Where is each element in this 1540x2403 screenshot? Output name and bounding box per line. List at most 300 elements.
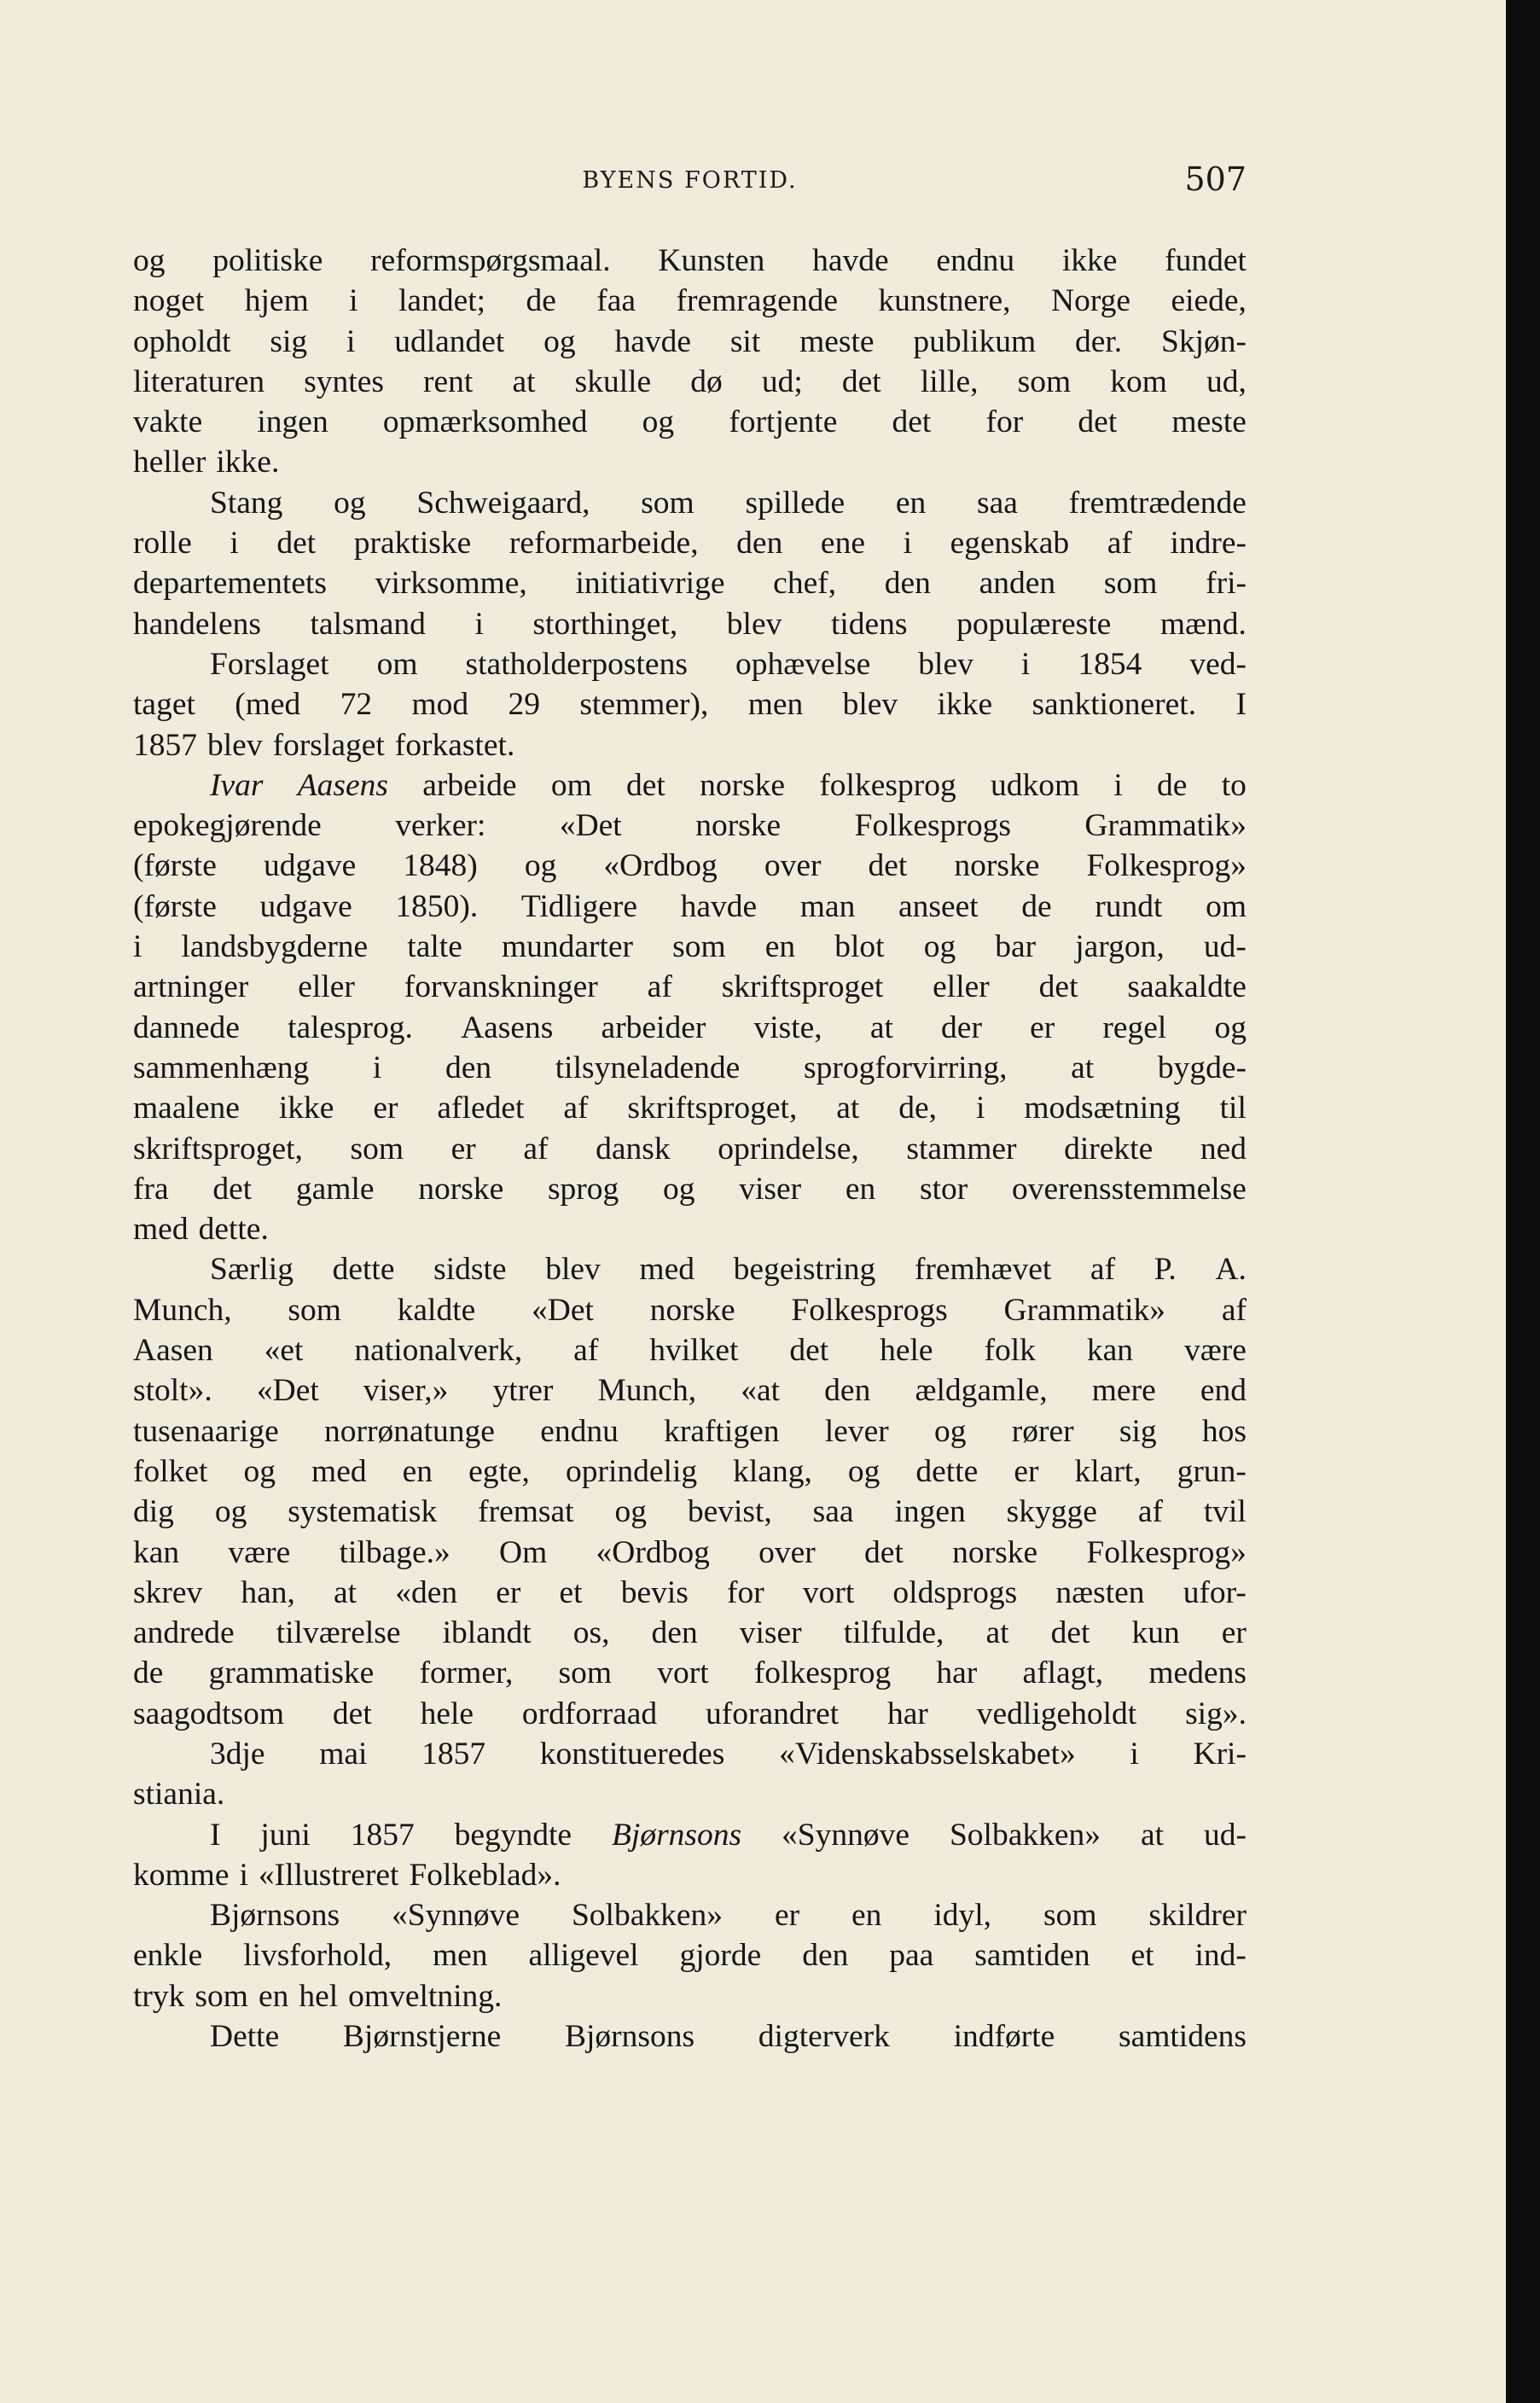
text-line	[133, 1209, 1247, 1249]
word: norske	[418, 1171, 504, 1207]
word: er	[774, 1898, 800, 1934]
word: ned	[1200, 1131, 1247, 1167]
word: arbeider	[601, 1009, 706, 1045]
word: I	[1235, 687, 1247, 723]
word: saa	[812, 1494, 854, 1530]
word: Solbakken»	[571, 1898, 724, 1934]
word: Bjørnsons	[612, 1817, 742, 1853]
word: meste	[799, 323, 875, 359]
text-line	[133, 765, 1247, 806]
word: hele	[880, 1333, 933, 1369]
word: en	[895, 485, 927, 521]
word: tryk	[133, 1978, 185, 2014]
text-line	[133, 1533, 1247, 1573]
word: det	[626, 767, 665, 803]
word: grun-	[1177, 1453, 1247, 1489]
word: 1848)	[403, 848, 478, 884]
text-line	[133, 1330, 1247, 1370]
word: og	[847, 1453, 880, 1489]
word: i	[349, 283, 358, 319]
word: vort	[802, 1574, 855, 1610]
word: som	[558, 1655, 613, 1691]
word: fremhævet	[914, 1252, 1052, 1288]
word: folket	[133, 1453, 208, 1489]
word: fremtrædende	[1068, 485, 1247, 521]
word: tvil	[1203, 1494, 1247, 1530]
word: over	[758, 1534, 816, 1570]
word: den	[445, 1050, 492, 1085]
word: Dette	[210, 2019, 280, 2055]
word: medens	[1148, 1655, 1247, 1691]
word: Folkesprogs	[854, 808, 1011, 844]
word: viser	[739, 1171, 802, 1207]
text-line	[133, 1734, 1247, 1774]
word: livsforhold,	[243, 1938, 392, 1974]
word: saagodtsom	[133, 1696, 285, 1731]
word: kaldte	[397, 1292, 476, 1328]
word: men	[747, 687, 804, 723]
word: Stang	[210, 485, 283, 521]
word: Grammatik»	[1003, 1292, 1166, 1328]
word: i	[1130, 1736, 1139, 1772]
word: som	[672, 929, 726, 965]
word: de	[1021, 888, 1052, 924]
word: folkesprog	[753, 1655, 892, 1691]
word: med	[133, 1212, 189, 1248]
word: 1857	[421, 1736, 486, 1772]
word: og	[133, 243, 166, 278]
text-line	[133, 281, 1247, 321]
word: i	[474, 606, 484, 642]
word: til	[1219, 1091, 1247, 1126]
word: af	[1221, 1292, 1247, 1328]
text-line	[133, 1935, 1247, 1975]
word: er	[450, 1131, 476, 1167]
word: Bjørnsons	[564, 2019, 695, 2055]
word: udkom	[990, 767, 1080, 803]
word: andrede	[133, 1615, 235, 1651]
word: lever	[824, 1413, 889, 1449]
word: Norge	[1050, 283, 1131, 319]
word: 29	[508, 687, 540, 723]
word: skrev	[133, 1574, 203, 1610]
word: enkle	[133, 1938, 203, 1974]
word: og	[524, 848, 557, 884]
word: ingen	[257, 404, 328, 440]
word: folkesprog	[819, 767, 956, 803]
word: fri-	[1206, 566, 1247, 602]
word: syntes	[304, 364, 384, 399]
word: og	[1214, 1009, 1247, 1045]
word: skildrer	[1148, 1898, 1247, 1934]
word: blev	[726, 606, 782, 642]
word: der	[941, 1009, 982, 1045]
word: aflagt,	[1022, 1655, 1104, 1691]
word: blev	[842, 687, 898, 723]
text-line	[133, 563, 1247, 603]
word: literaturen	[133, 364, 265, 399]
word: stolt».	[133, 1373, 212, 1409]
word: talte	[407, 929, 462, 965]
word: det	[1038, 969, 1078, 1005]
word: Solbakken»	[949, 1817, 1101, 1853]
word: i	[903, 526, 912, 561]
word: kan	[133, 1534, 180, 1570]
word: Kri-	[1193, 1736, 1247, 1772]
word: Aasens	[297, 767, 388, 803]
word: dannede	[133, 1009, 240, 1045]
word: forvanskninger	[404, 969, 598, 1005]
word: stiania.	[133, 1777, 225, 1812]
word: afledet	[437, 1091, 525, 1126]
word: I	[210, 1817, 221, 1853]
word: er	[1014, 1453, 1039, 1489]
text-line	[133, 1855, 1247, 1895]
word: hjem	[244, 283, 309, 319]
word: mod	[411, 687, 469, 723]
word: er	[373, 1091, 398, 1126]
word: oprindelig	[565, 1453, 698, 1489]
word: Aasen	[133, 1333, 213, 1369]
word: indre-	[1170, 526, 1247, 561]
word: landsbygderne	[181, 929, 369, 965]
word: de	[133, 1655, 164, 1691]
text-line	[133, 1976, 1247, 2016]
word: viste,	[753, 1009, 822, 1045]
word: den	[824, 1373, 871, 1409]
word: norrønatunge	[324, 1413, 495, 1449]
word: det	[868, 848, 908, 884]
word: omveltning.	[348, 1978, 503, 2014]
word: være	[228, 1534, 291, 1570]
word: har	[936, 1655, 978, 1691]
word: Munch,	[133, 1292, 232, 1328]
word: kraftigen	[664, 1413, 780, 1449]
word: hvilket	[649, 1333, 739, 1369]
word: hel	[299, 1978, 339, 2014]
text-line	[133, 846, 1247, 886]
word: Folkeblad».	[409, 1857, 561, 1893]
word: mundarter	[501, 929, 634, 965]
word: A.	[1215, 1252, 1247, 1288]
word: som	[350, 1131, 404, 1167]
word: Folkesprog»	[1086, 848, 1247, 884]
text-line	[133, 1694, 1247, 1734]
word: uforandret	[706, 1696, 840, 1731]
text-line	[133, 1411, 1247, 1452]
word: med	[311, 1453, 367, 1489]
word: sanktioneret.	[1032, 687, 1197, 723]
word: samtiden	[974, 1938, 1090, 1974]
text-line	[133, 2016, 1247, 2057]
word: regel	[1102, 1009, 1167, 1045]
word: eller	[933, 969, 990, 1005]
word: oprindelse,	[718, 1131, 859, 1167]
word: alligevel	[528, 1938, 639, 1974]
word: vedligeholdt	[976, 1696, 1137, 1731]
text-line	[133, 483, 1247, 523]
word: det	[892, 404, 932, 440]
word: det	[864, 1534, 904, 1570]
word: de	[526, 283, 556, 319]
word: det	[841, 364, 881, 399]
word: Bjørnsons	[210, 1898, 340, 1934]
word: Kunsten	[658, 243, 765, 278]
text-line	[133, 1088, 1247, 1128]
word: endnu	[936, 243, 1015, 278]
word: et	[559, 1574, 583, 1610]
word: er	[496, 1574, 521, 1610]
text-line	[133, 322, 1247, 362]
word: og	[642, 404, 675, 440]
word: det	[789, 1333, 829, 1369]
word: og	[663, 1171, 695, 1207]
word: virksomme,	[375, 566, 527, 602]
word: (første	[133, 848, 217, 884]
word: «Synnøve	[392, 1898, 520, 1934]
word: af	[563, 1091, 589, 1126]
word: modsætning	[1024, 1091, 1181, 1126]
word: den	[802, 1938, 849, 1974]
word: over	[764, 848, 822, 884]
word: udgave	[263, 848, 357, 884]
word: den	[884, 566, 931, 602]
text-line	[133, 523, 1247, 563]
word: Skjøn-	[1160, 323, 1247, 359]
word: 1854	[1078, 646, 1142, 682]
word: klang,	[733, 1453, 812, 1489]
text-line	[133, 887, 1247, 927]
word: (første	[133, 888, 217, 924]
word: ordforraad	[521, 1696, 658, 1731]
word: noget	[133, 283, 205, 319]
word: eller	[298, 969, 355, 1005]
word: sig».	[1185, 1696, 1247, 1731]
word: «Videnskabsselskabet»	[779, 1736, 1076, 1772]
word: os,	[572, 1615, 610, 1651]
word: ud-	[1203, 929, 1247, 965]
word: af	[1137, 1494, 1163, 1530]
word: Grammatik»	[1084, 808, 1247, 844]
word: er	[1030, 1009, 1055, 1045]
word: at	[1140, 1817, 1165, 1853]
word: fundet	[1165, 243, 1247, 278]
word: publikum	[913, 323, 1037, 359]
word: norske	[700, 767, 786, 803]
word: bevist,	[687, 1494, 772, 1530]
word: blev	[207, 727, 263, 763]
word: «Det	[532, 1292, 594, 1328]
text-line	[133, 1370, 1247, 1411]
word: endnu	[540, 1413, 619, 1449]
word: i	[239, 1857, 248, 1893]
word: 1850).	[395, 888, 479, 924]
word: tilsyneladende	[555, 1050, 741, 1085]
word: tusenaarige	[133, 1413, 279, 1449]
word: mere	[1091, 1373, 1156, 1409]
word: for	[985, 404, 1024, 440]
word: politiske	[212, 243, 323, 278]
word: men	[432, 1938, 488, 1974]
word: for	[727, 1574, 764, 1610]
word: de	[1157, 767, 1188, 803]
word: Om	[499, 1534, 548, 1570]
word: 3dje	[210, 1736, 265, 1772]
word: det	[1078, 404, 1118, 440]
word: hele	[420, 1696, 474, 1731]
word: bar	[995, 929, 1037, 965]
word: komme	[133, 1857, 230, 1893]
word: gjorde	[679, 1938, 762, 1974]
word: i	[133, 929, 142, 965]
word: handelens	[133, 606, 261, 642]
word: næsten	[1055, 1574, 1145, 1610]
word: reformspørgsmaal.	[370, 243, 611, 278]
word: dansk	[596, 1131, 671, 1167]
word: tilværelse	[276, 1615, 401, 1651]
word: nationalverk,	[354, 1333, 523, 1369]
page-header	[133, 159, 1247, 203]
word: (med	[235, 687, 301, 723]
word: begeistring	[733, 1252, 876, 1288]
word: og	[214, 1494, 247, 1530]
word: af	[1090, 1252, 1116, 1288]
word: ikke	[937, 687, 993, 723]
text-line	[133, 684, 1247, 724]
word: skriftsproget,	[133, 1131, 303, 1167]
word: en	[764, 929, 796, 965]
word: «Illustreret	[258, 1857, 399, 1893]
word: at	[512, 364, 536, 399]
word: tilfulde,	[843, 1615, 944, 1651]
word: i	[372, 1050, 382, 1085]
word: to	[1221, 767, 1247, 803]
word: er	[1221, 1615, 1247, 1651]
word: jargon,	[1075, 929, 1165, 965]
word: Schweigaard,	[416, 485, 590, 521]
text-line	[133, 967, 1247, 1007]
word: systematisk	[288, 1494, 438, 1530]
text-line	[133, 1048, 1247, 1088]
word: Folkesprog»	[1086, 1534, 1247, 1570]
word: spillede	[745, 485, 846, 521]
word: saakaldte	[1127, 969, 1247, 1005]
word: en	[402, 1453, 433, 1489]
word: af	[573, 1333, 599, 1369]
text-line	[133, 1895, 1247, 1935]
word: populæreste	[956, 606, 1112, 642]
text-line	[133, 1452, 1247, 1492]
word: indførte	[953, 2019, 1055, 2055]
word: norske	[952, 1534, 1038, 1570]
word: det	[276, 526, 317, 561]
word: om	[1206, 888, 1247, 924]
word: viser,»	[363, 1373, 449, 1409]
word: verker:	[395, 808, 486, 844]
word: om	[550, 767, 592, 803]
word: hos	[1201, 1413, 1247, 1449]
word: den	[651, 1615, 698, 1651]
word: viser	[739, 1615, 802, 1651]
word: kan	[1086, 1333, 1134, 1369]
word: storthinget,	[532, 606, 678, 642]
word: ikke.	[216, 445, 280, 480]
word: blev	[545, 1252, 601, 1288]
word: Tidligere	[520, 888, 637, 924]
running-title: BYENS FORTID.	[582, 167, 798, 194]
word: mænd.	[1159, 606, 1247, 642]
word: mai	[319, 1736, 368, 1772]
word: den	[736, 526, 783, 561]
word: som	[1043, 1898, 1097, 1934]
word: norske	[954, 848, 1040, 884]
word: egenskab	[950, 526, 1070, 561]
word: at	[334, 1574, 357, 1610]
word: folk	[984, 1333, 1036, 1369]
word: initiativrige	[575, 566, 725, 602]
word: i	[975, 1091, 985, 1126]
word: dette.	[198, 1212, 269, 1248]
word: Forslaget	[210, 646, 329, 682]
word: opmærksomhed	[382, 404, 588, 440]
word: «den	[395, 1574, 458, 1610]
text-line	[133, 442, 1247, 482]
word: forslaget	[272, 727, 385, 763]
text-line	[133, 644, 1247, 684]
word: bygde-	[1157, 1050, 1247, 1085]
word: skygge	[1006, 1494, 1097, 1530]
word: rent	[423, 364, 474, 399]
word: rører	[1011, 1413, 1074, 1449]
word: havde	[614, 323, 692, 359]
word: et	[1130, 1938, 1154, 1974]
word: «Ordbog	[596, 1534, 710, 1570]
word: stammer	[906, 1131, 1017, 1167]
word: tidens	[830, 606, 908, 642]
word: skulle	[574, 364, 652, 399]
word: Bjørnstjerne	[342, 2019, 502, 2055]
word: tilbage.»	[339, 1534, 450, 1570]
word: bevis	[620, 1574, 689, 1610]
word: talsmand	[310, 606, 426, 642]
word: «Ordbog	[603, 848, 718, 884]
word: norske	[649, 1292, 735, 1328]
word: gamle	[295, 1171, 375, 1207]
word: Særlig	[210, 1252, 293, 1288]
word: praktiske	[353, 526, 472, 561]
word: stor	[919, 1171, 968, 1207]
word: egte,	[468, 1453, 530, 1489]
word: ud-	[1203, 1817, 1247, 1853]
word: ikke	[1061, 243, 1118, 278]
word: blot	[834, 929, 885, 965]
word: saa	[977, 485, 1018, 521]
word: sammenhæng	[133, 1050, 310, 1085]
word: dette	[915, 1453, 979, 1489]
word: Aasens	[461, 1009, 554, 1045]
word: kom	[1110, 364, 1167, 399]
word: direkte	[1064, 1131, 1154, 1167]
word: i	[1020, 646, 1031, 682]
word: kunstnere,	[878, 283, 1011, 319]
text-line	[133, 1613, 1247, 1653]
word: klart,	[1074, 1453, 1142, 1489]
word: landet;	[398, 283, 486, 319]
word: forkastet.	[394, 727, 515, 763]
word: vakte	[133, 404, 203, 440]
text-line	[133, 1290, 1247, 1330]
word: sig	[270, 323, 308, 359]
